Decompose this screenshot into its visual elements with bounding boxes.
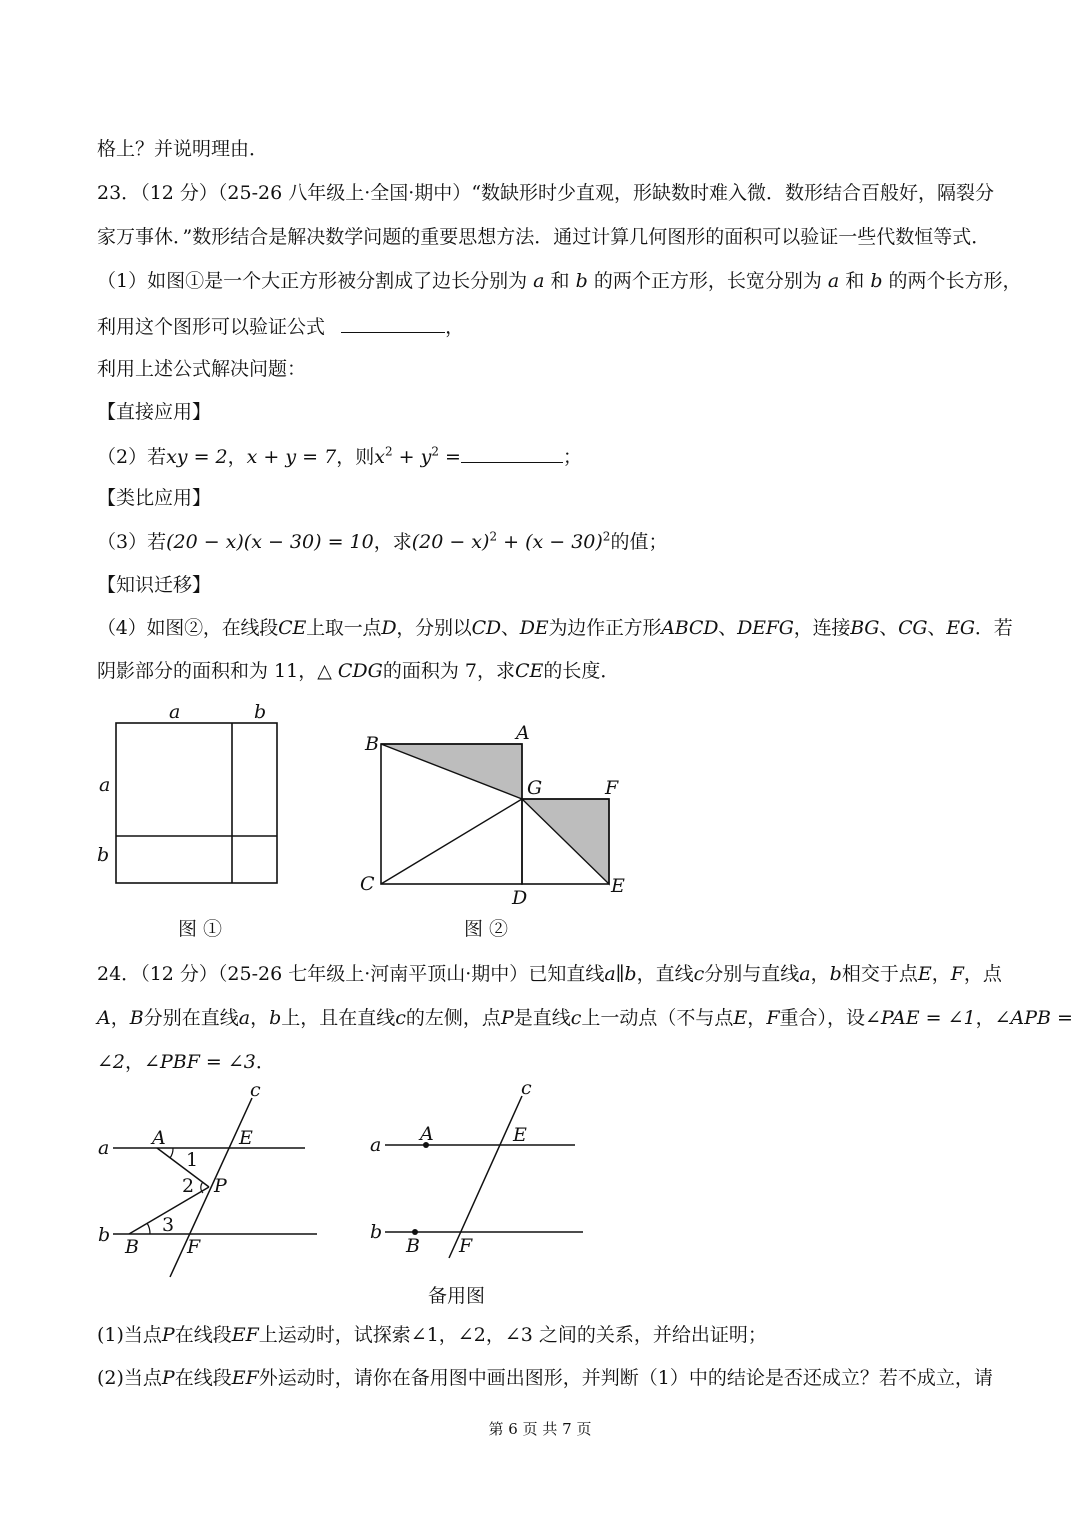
fig3-label-a: a bbox=[98, 1137, 110, 1159]
q23-line1 bbox=[97, 180, 994, 206]
fig2-label-A: A bbox=[516, 722, 530, 744]
text: ， bbox=[747, 1007, 767, 1029]
q23-part3 bbox=[97, 529, 667, 555]
text: 为边作正方形 bbox=[548, 617, 662, 639]
point-B: B bbox=[129, 1007, 144, 1029]
seg-EF: EF bbox=[231, 1367, 259, 1389]
fig4-label-A: A bbox=[420, 1123, 434, 1145]
fig2-shaded-triangle-GFE bbox=[522, 799, 609, 884]
q24-line2 bbox=[97, 1005, 1073, 1031]
fig3-label-3: 3 bbox=[162, 1214, 175, 1236]
fig4-label-a: a bbox=[370, 1134, 382, 1156]
fig2-segment-CG bbox=[381, 799, 522, 884]
exponent: 2 bbox=[384, 444, 393, 459]
text: ，在线段 bbox=[202, 617, 279, 639]
exponent: 2 bbox=[431, 444, 439, 459]
var-b: b bbox=[870, 270, 883, 292]
text: 和 bbox=[845, 270, 865, 292]
seg-CE: CE bbox=[514, 660, 544, 682]
q23-number: 23． bbox=[97, 182, 141, 204]
text: ，分别以 bbox=[396, 617, 472, 639]
q23-part4-line1 bbox=[97, 615, 1013, 641]
point-A: A bbox=[97, 1007, 111, 1029]
fig2-label-D: D bbox=[512, 887, 528, 909]
text: 上一动点（不与点 bbox=[581, 1007, 734, 1029]
figure-1-square-diagram bbox=[90, 698, 290, 898]
text: 分别在直线 bbox=[143, 1007, 239, 1029]
expr-term2: + (x − 30) bbox=[497, 531, 603, 553]
triangle-CDG: △ CDG bbox=[317, 660, 383, 682]
fig1-label-left-a: a bbox=[99, 774, 111, 796]
fig3-label-c: c bbox=[250, 1079, 261, 1101]
eq-product: (20 − x)(x − 30) = 10 bbox=[166, 531, 374, 553]
text: ，连接 bbox=[793, 617, 851, 639]
q24-number: 24． bbox=[97, 963, 141, 985]
text: 是直线 bbox=[513, 1007, 571, 1029]
fig2-label-F: F bbox=[605, 777, 619, 799]
text: 利用这个图形可以验证公式 bbox=[97, 316, 326, 338]
text: 和 bbox=[550, 270, 570, 292]
fig2-label-B: B bbox=[365, 733, 379, 755]
line-b: b bbox=[269, 1007, 282, 1029]
text: ， bbox=[227, 446, 247, 468]
text: 、 bbox=[500, 617, 520, 639]
expr-term1: (20 − x) bbox=[411, 531, 490, 553]
var-a: a bbox=[827, 270, 840, 292]
q24-score: （12 分） bbox=[140, 963, 218, 985]
text: （2）若 bbox=[97, 446, 167, 468]
angle-2-def: ∠APB = bbox=[994, 1007, 1073, 1029]
page-footer: 第 6 页 共 7 页 bbox=[488, 1420, 592, 1438]
text: （4）如图 bbox=[97, 617, 185, 639]
text: 在线段 bbox=[174, 1324, 232, 1346]
fig2-label-C: C bbox=[360, 873, 375, 895]
fig2-label-E: E bbox=[611, 875, 625, 897]
text: 的两个正方形，长宽分别为 bbox=[593, 270, 822, 292]
seg-CG: CG bbox=[898, 617, 928, 639]
text: ， bbox=[125, 1051, 145, 1073]
point-P: P bbox=[161, 1367, 175, 1389]
text: （1）如图 bbox=[97, 270, 186, 292]
q23-score: （12 分） bbox=[140, 182, 218, 204]
point-F: F bbox=[950, 963, 964, 985]
line-a: a bbox=[238, 1007, 251, 1029]
text: 是一个大正方形被分割成了边长分别为 bbox=[204, 270, 528, 292]
fig3-label-1: 1 bbox=[186, 1149, 199, 1171]
text: 的两个长方形， bbox=[888, 270, 1022, 292]
line-a: a bbox=[799, 963, 811, 985]
exponent: 2 bbox=[489, 529, 498, 544]
heading-direct: 【直接应用】 bbox=[97, 401, 212, 423]
seg-EG: EG bbox=[946, 617, 975, 639]
q24-line3 bbox=[97, 1049, 275, 1075]
q23-part1-line1 bbox=[97, 268, 1022, 294]
square-DEFG: DEFG bbox=[737, 617, 794, 639]
angle-3-def: ∠PBF = ∠3 bbox=[144, 1051, 256, 1073]
fig1-label-top-b: b bbox=[254, 701, 267, 723]
text: ，点 bbox=[963, 963, 1002, 985]
text: ， bbox=[810, 963, 830, 985]
line-b: b bbox=[829, 963, 842, 985]
point-F: F bbox=[766, 1007, 780, 1029]
text: 上运动时，试探索∠1，∠2，∠3 之间的关系，并给出证明； bbox=[258, 1324, 767, 1346]
q23-intro-1: “数缺形时少直观，形缺数时难入微．数形结合百般好，隔裂分 bbox=[471, 182, 995, 204]
point-P: P bbox=[500, 1007, 514, 1029]
circle-one: ① bbox=[185, 270, 205, 292]
q24-sub1 bbox=[97, 1322, 767, 1348]
text: ．若 bbox=[974, 617, 1013, 639]
figure-3-parallel-lines bbox=[95, 1080, 335, 1285]
var-y: + y bbox=[392, 446, 432, 468]
fig3-label-F: F bbox=[187, 1236, 201, 1258]
var-x: x bbox=[374, 446, 385, 468]
text: 、 bbox=[927, 617, 947, 639]
line-c: c bbox=[395, 1007, 406, 1029]
figure-4-spare-diagram[interactable] bbox=[365, 1078, 595, 1263]
text: ，则 bbox=[336, 446, 375, 468]
point-E: E bbox=[917, 963, 932, 985]
text: 的值； bbox=[610, 531, 668, 553]
q23-part1-line2 bbox=[97, 312, 464, 340]
a-parallel-b: a∥b bbox=[604, 963, 637, 985]
text: 上，且在直线 bbox=[281, 1007, 396, 1029]
fig3-label-E: E bbox=[239, 1127, 253, 1149]
q23-intro-2: 家万事休．”数形结合是解决数学问题的重要思想方法．通过计算几何图形的面积可以验证一些代数恒等式． bbox=[97, 226, 991, 248]
q24-sub2 bbox=[97, 1365, 993, 1391]
fig4-line-c bbox=[449, 1096, 522, 1258]
fig1-caption: 图 ① bbox=[178, 918, 223, 940]
q23-part4-line2 bbox=[97, 658, 619, 684]
text: 分别与直线 bbox=[704, 963, 800, 985]
use-formula-text: 利用上述公式解决问题： bbox=[97, 358, 307, 380]
seg-BG: BG bbox=[850, 617, 880, 639]
text: 重合），设 bbox=[779, 1007, 866, 1029]
angle-2: ∠2 bbox=[97, 1051, 126, 1073]
fig2-caption: 图 ② bbox=[464, 918, 509, 940]
text: ，直线 bbox=[636, 963, 694, 985]
seg-CD: CD bbox=[471, 617, 501, 639]
fig4-label-B: B bbox=[406, 1235, 420, 1257]
q24-line1 bbox=[97, 961, 1002, 987]
text: 上取一点 bbox=[306, 617, 382, 639]
text: 已知直线 bbox=[528, 963, 605, 985]
spare-figure-caption: 备用图 bbox=[428, 1285, 486, 1307]
text: 阴影部分的面积和为 11， bbox=[97, 660, 318, 682]
line-c: c bbox=[693, 963, 705, 985]
point-P: P bbox=[161, 1324, 175, 1346]
fig3-label-B: B bbox=[125, 1236, 139, 1258]
seg-DE: DE bbox=[519, 617, 549, 639]
fig4-label-F: F bbox=[459, 1235, 473, 1257]
line-c: c bbox=[570, 1007, 582, 1029]
text: 、 bbox=[879, 617, 899, 639]
fig1-outer-square bbox=[116, 723, 277, 883]
answer-blank-formula[interactable] bbox=[341, 312, 445, 333]
exponent: 2 bbox=[602, 529, 611, 544]
text: 、 bbox=[718, 617, 738, 639]
fig3-label-2: 2 bbox=[182, 1175, 195, 1197]
equals: = bbox=[438, 446, 461, 468]
fig2-shaded-triangle-ABG bbox=[381, 744, 522, 799]
fig1-label-top-a: a bbox=[169, 701, 181, 723]
q24-source: （25-26 七年级上·河南平顶山·期中） bbox=[217, 963, 529, 985]
eq-x-plus-y: x + y = 7 bbox=[246, 446, 337, 468]
text: （3）若 bbox=[97, 531, 167, 553]
text: ， bbox=[445, 316, 465, 338]
fig4-label-E: E bbox=[513, 1124, 527, 1146]
fig1-label-left-b: b bbox=[97, 844, 110, 866]
q23-part2 bbox=[97, 442, 582, 470]
seg-CE: CE bbox=[278, 617, 307, 639]
fig4-label-c: c bbox=[521, 1077, 532, 1099]
answer-blank-sum-squares[interactable] bbox=[461, 442, 563, 463]
text: ， bbox=[250, 1007, 270, 1029]
heading-transfer: 【知识迁移】 bbox=[97, 574, 212, 596]
eq-xy: xy = 2 bbox=[166, 446, 228, 468]
text: ； bbox=[562, 446, 582, 468]
q23-source: （25-26 八年级上·全国·期中） bbox=[217, 182, 472, 204]
figure-2-squares-diagram bbox=[355, 718, 645, 908]
text: ，求 bbox=[373, 531, 412, 553]
text: 的左侧，点 bbox=[405, 1007, 501, 1029]
fig3-label-b: b bbox=[98, 1224, 111, 1246]
text: 外运动时，请你在备用图中画出图形，并判断（1）中的结论是否还成立？若不成立，请 bbox=[258, 1367, 993, 1389]
fig2-label-G: G bbox=[527, 777, 543, 799]
point-E: E bbox=[733, 1007, 748, 1029]
text: ， bbox=[975, 1007, 995, 1029]
var-b: b bbox=[575, 270, 588, 292]
text: (1)当点 bbox=[97, 1324, 162, 1346]
text: ． bbox=[255, 1051, 275, 1073]
text: 在线段 bbox=[174, 1367, 232, 1389]
text: 的面积为 7，求 bbox=[382, 660, 515, 682]
text: (2)当点 bbox=[97, 1367, 162, 1389]
fig3-label-A: A bbox=[152, 1127, 166, 1149]
fig3-label-P: P bbox=[214, 1175, 227, 1197]
point-D: D bbox=[381, 617, 397, 639]
carryover-text: 格上？并说明理由． bbox=[97, 138, 269, 160]
heading-analogy: 【类比应用】 bbox=[97, 487, 212, 509]
text: 相交于点 bbox=[841, 963, 918, 985]
seg-EF: EF bbox=[231, 1324, 259, 1346]
fig3-angle-3-arc bbox=[147, 1223, 150, 1234]
fig3-angle-1-arc bbox=[170, 1148, 173, 1158]
text: ， bbox=[931, 963, 951, 985]
square-ABCD: ABCD bbox=[661, 617, 719, 639]
text: 的长度． bbox=[543, 660, 620, 682]
fig4-label-b: b bbox=[370, 1221, 383, 1243]
text: ， bbox=[110, 1007, 130, 1029]
circle-two: ② bbox=[184, 617, 203, 639]
var-a: a bbox=[533, 270, 545, 292]
angle-1-def: ∠PAE = ∠1 bbox=[865, 1007, 976, 1029]
